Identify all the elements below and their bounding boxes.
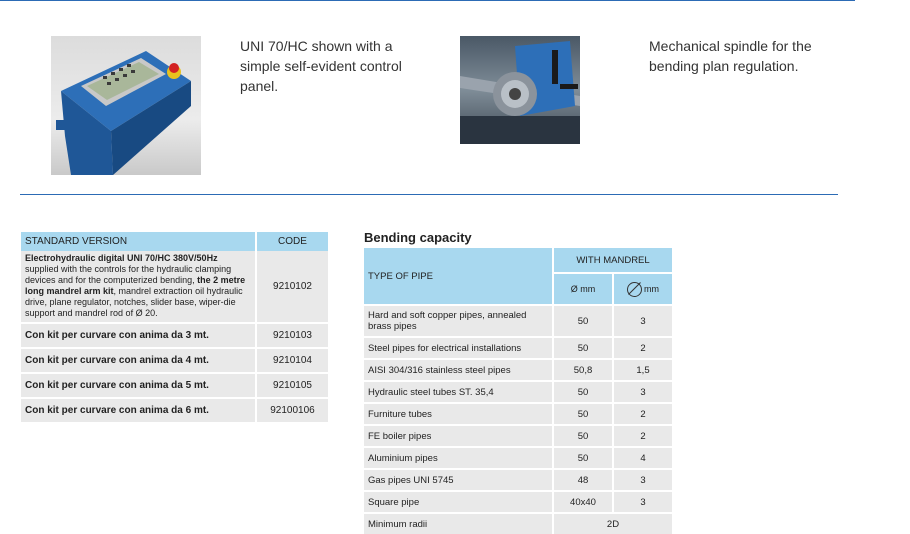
thickness-value: 2 — [613, 425, 672, 447]
spindle-photo — [460, 36, 580, 144]
thickness-value: 4 — [613, 447, 672, 469]
section-divider — [20, 194, 838, 195]
pipe-type-label: AISI 304/316 stainless steel pipes — [364, 359, 553, 381]
diameter-value: 48 — [553, 469, 613, 491]
pipe-type-label: Square pipe — [364, 491, 553, 513]
pipe-type-label: Furniture tubes — [364, 403, 553, 425]
table-row — [364, 513, 672, 534]
standard-description: Electrohydraulic digital UNI 70/HC 380V/50Hz supplied with the controls for the hydraulic clamping devices and for the computerized bending, the 2 metre long mandrel arm kit, mandrel extraction oil hydraulic drive, plane regulator, notches, slider base, wiper-die support and mandrel rod of Ø 20. — [21, 251, 256, 323]
table-row — [364, 337, 672, 359]
pipe-type-label: FE boiler pipes — [364, 425, 553, 447]
diameter-value: 50 — [553, 425, 613, 447]
table-row — [21, 348, 328, 373]
code-cell: 9210104 — [256, 348, 328, 373]
table-row — [364, 425, 672, 447]
top-divider — [0, 0, 855, 1]
pipe-type-label: Gas pipes UNI 5745 — [364, 469, 553, 491]
thickness-value: 2 — [613, 403, 672, 425]
thickness-value: 2 — [613, 337, 672, 359]
table-row — [21, 373, 328, 398]
min-radii-label: Minimum radii — [364, 513, 553, 534]
diameter-value: 50 — [553, 305, 613, 337]
standard-version-table — [21, 232, 328, 422]
diameter-value: 50 — [553, 447, 613, 469]
thickness-value: 3 — [613, 469, 672, 491]
code-cell: 9210102 — [256, 251, 328, 323]
table-row — [364, 359, 672, 381]
bending-capacity-title: Bending capacity — [364, 230, 472, 245]
code-cell: 92100106 — [256, 398, 328, 422]
version-header: STANDARD VERSION — [21, 232, 256, 251]
with-mandrel-header: WITH MANDREL — [553, 248, 672, 273]
unit-diameter-header: Ø mm — [553, 273, 613, 305]
bending-capacity-table — [364, 248, 672, 534]
control-panel-photo — [51, 36, 201, 175]
diameter-value: 50 — [553, 337, 613, 359]
pipe-type-label: Aluminium pipes — [364, 447, 553, 469]
kit-label: Con kit per curvare con anima da 5 mt. — [21, 373, 256, 398]
diameter-value: 50 — [553, 403, 613, 425]
pipe-type-label: Hard and soft copper pipes, annealed brass pipes — [364, 305, 553, 337]
kit-label: Con kit per curvare con anima da 4 mt. — [21, 348, 256, 373]
table-row — [364, 381, 672, 403]
diameter-value: 50,8 — [553, 359, 613, 381]
thickness-value: 3 — [613, 305, 672, 337]
pipe-type-label: Hydraulic steel tubes ST. 35,4 — [364, 381, 553, 403]
kit-label: Con kit per curvare con anima da 3 mt. — [21, 323, 256, 348]
pipe-type-label: Steel pipes for electrical installations — [364, 337, 553, 359]
diameter-icon — [627, 282, 642, 297]
table-row — [364, 447, 672, 469]
thickness-value: 3 — [613, 381, 672, 403]
thickness-value: 3 — [613, 491, 672, 513]
thickness-value: 1,5 — [613, 359, 672, 381]
kit-label: Con kit per curvare con anima da 6 mt. — [21, 398, 256, 422]
code-header: CODE — [256, 232, 328, 251]
table-row — [21, 251, 328, 323]
table-row — [21, 398, 328, 422]
spindle-caption: Mechanical spindle for the bending plan regulation. — [649, 38, 812, 74]
diameter-value: 50 — [553, 381, 613, 403]
table-row — [364, 469, 672, 491]
control-panel-caption: UNI 70/HC shown with a simple self-evident control panel. — [240, 38, 402, 94]
min-radii-value: 2D — [553, 513, 672, 534]
code-cell: 9210105 — [256, 373, 328, 398]
table-row — [364, 305, 672, 337]
unit-thickness-header: mm — [613, 273, 672, 305]
type-of-pipe-header: TYPE OF PIPE — [364, 248, 553, 305]
table-row — [21, 323, 328, 348]
code-cell: 9210103 — [256, 323, 328, 348]
table-row — [364, 403, 672, 425]
table-row — [364, 491, 672, 513]
diameter-value: 40x40 — [553, 491, 613, 513]
